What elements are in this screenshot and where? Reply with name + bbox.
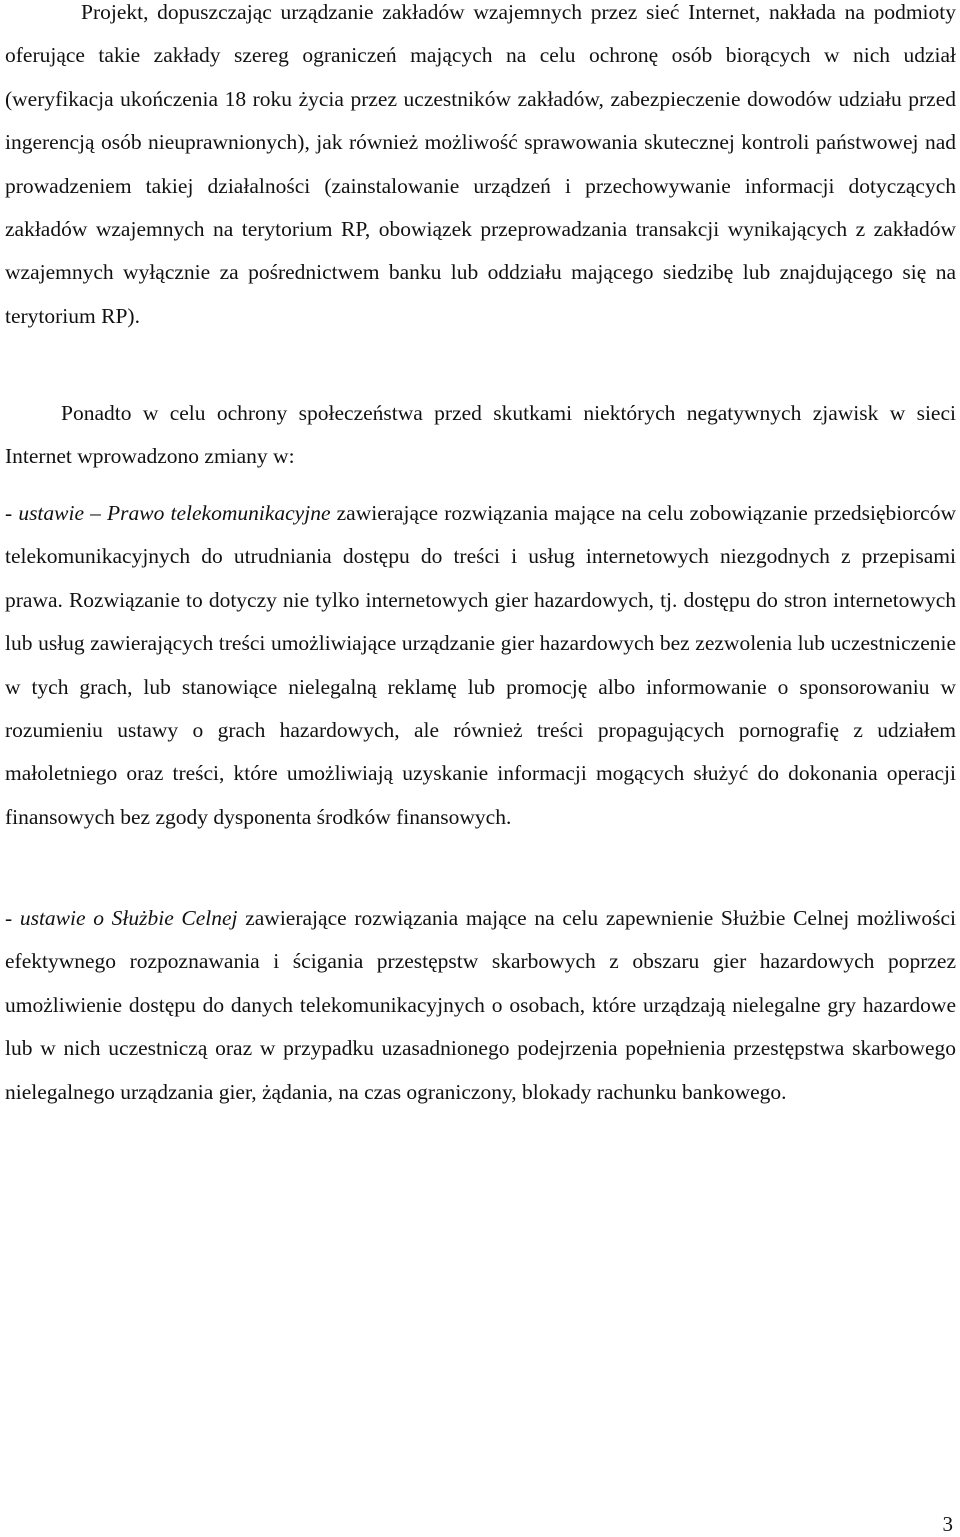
law-title-telecom: ustawie – Prawo telekomunikacyjne bbox=[18, 501, 331, 525]
list-item-text: zawierające rozwiązania mające na celu zapewnienie Służbie Celnej możliwości efektywnego rozpoznawania i ścigania przestępstw skarbowych z obszaru gier hazardowych poprzez umożliwienie dostępu do danych telekomunikacyjnych o osobach, które urządzają nielegalne gry hazardowe lub w nich uczestniczą oraz w przypadku uzasadnionego podejrzenia popełnienia przestępstwa skarbowego nielegalnego urządzania gier, żądania, na czas ograniczony, blokady rachunku bankowego. bbox=[5, 906, 957, 1104]
list-dash: - bbox=[5, 501, 19, 525]
list-item-telecom-law bbox=[5, 492, 956, 839]
list-item-text: zawierające rozwiązania mające na celu zobowiązanie przedsiębiorców telekomunikacyjnych do utrudniania dostępu do treści i usług internetowych niezgodnych z przepisami prawa. Rozwiązanie to dotyczy nie tylko internetowych gier hazardowych, tj. dostępu do stron internetowych lub usług zawierających treści umożliwiające urządzanie gier hazardowych bez zezwolenia lub uczestniczenie w tych grach, lub stanowiące nielegalną reklamę lub promocję albo informowanie o sponsorowaniu w rozumieniu ustawy o grach hazardowych, ale również treści propagujących pornografię z udziałem małoletniego oraz treści, które umożliwiają uzyskanie informacji mogących służyć do dokonania operacji finansowych bez zgody dysponenta środków finansowych. bbox=[5, 501, 956, 829]
list-dash: - bbox=[5, 906, 20, 930]
paragraph-project-overview: Projekt, dopuszczając urządzanie zakładów wzajemnych przez sieć Internet, nakłada na podmioty oferujące takie zakłady szereg ograniczeń mających na celu ochronę osób biorących w nich udział (weryfikacja ukończenia 18 roku życia przez uczestników zakładów, zabezpieczenie dowodów udziału przed ingerencją osób nieuprawnionych), jak również możliwość sprawowania skutecznej kontroli państwowej nad prowadzeniem takiej działalności (zainstalowanie urządzeń i przechowywanie informacji dotyczących zakładów wzajemnych na terytorium RP, obowiązek przeprowadzania transakcji wynikających z zakładów wzajemnych wyłącznie za pośrednictwem banku lub oddziału mającego siedzibę lub znajdującego się na terytorium RP). bbox=[5, 0, 956, 328]
paragraph-internet-changes-intro: Ponadto w celu ochrony społeczeństwa przed skutkami niektórych negatywnych zjawisk w sieci Internet wprowadzono zmiany w: bbox=[5, 401, 956, 469]
list-item-customs-service-law bbox=[5, 897, 956, 1114]
law-title-customs: ustawie o Służbie Celnej bbox=[19, 906, 238, 930]
page-number: 3 bbox=[942, 1512, 953, 1536]
